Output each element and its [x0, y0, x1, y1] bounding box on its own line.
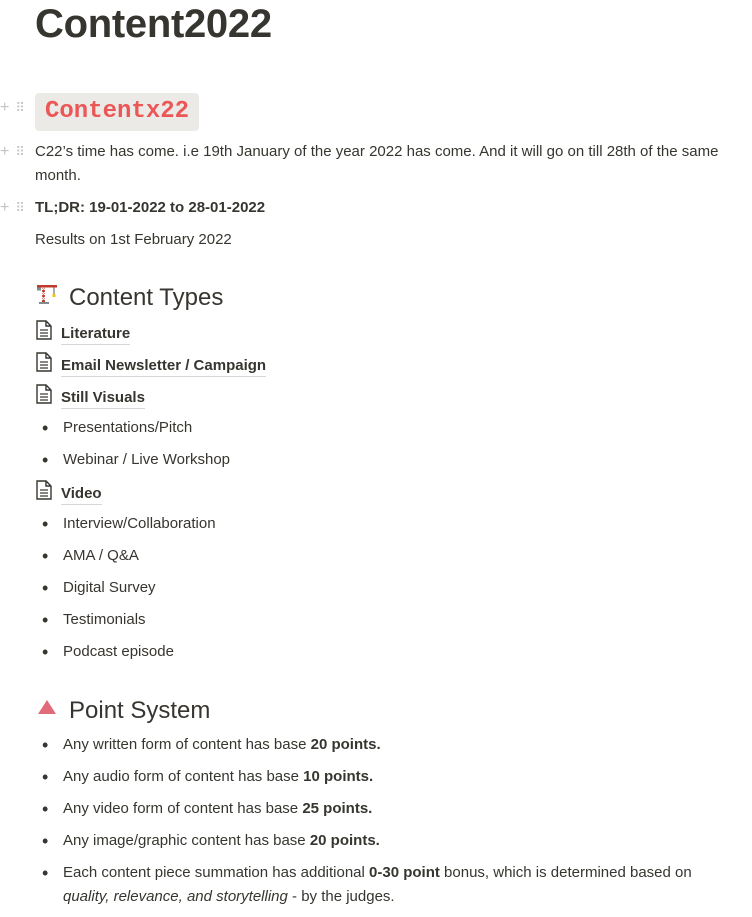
- page-title: Content2022: [35, 2, 272, 46]
- list-item: [35, 416, 740, 440]
- list-item-text: Interview/Collaboration: [63, 515, 216, 532]
- bullet-icon: •: [42, 578, 49, 598]
- bullet-icon: •: [42, 767, 49, 787]
- bullet-icon: •: [42, 735, 49, 755]
- drag-handle-icon[interactable]: ⠿: [15, 200, 23, 215]
- intro-paragraph: C22’s time has come. i.e 19th January of the year 2022 has come. And it will go on till 28th of the same month.: [35, 143, 719, 184]
- list-item: [35, 608, 740, 632]
- bullet-icon: •: [42, 799, 49, 819]
- list-item-text: Any image/graphic content has base 20 points.: [63, 832, 380, 849]
- content-type-label[interactable]: Email Newsletter / Campaign: [61, 356, 266, 377]
- tldr-block: [0, 196, 740, 220]
- bullet-icon: •: [42, 863, 49, 883]
- list-item-text: Digital Survey: [63, 579, 156, 596]
- code-title-block: [0, 93, 740, 131]
- list-item-text: Webinar / Live Workshop: [63, 451, 231, 468]
- content-type-item[interactable]: [35, 320, 740, 348]
- intro-paragraph-block: [0, 140, 740, 188]
- list-item-text: AMA / Q&A: [63, 547, 139, 564]
- add-block-icon[interactable]: +: [0, 99, 10, 116]
- bullet-icon: •: [42, 610, 49, 630]
- bullet-icon: •: [42, 546, 49, 566]
- content-type-label[interactable]: Literature: [61, 324, 130, 345]
- results-block: [35, 228, 740, 252]
- add-block-icon[interactable]: +: [0, 143, 10, 160]
- content-type-item[interactable]: [35, 384, 740, 412]
- construction-crane-icon: [35, 282, 59, 314]
- page-icon: [35, 480, 53, 508]
- list-item: [35, 797, 740, 821]
- list-item-text: Presentations/Pitch: [63, 419, 193, 436]
- list-item: [35, 640, 740, 664]
- drag-handle-icon[interactable]: ⠿: [15, 100, 23, 115]
- list-item: [35, 861, 740, 909]
- bullet-icon: •: [42, 514, 49, 534]
- drag-handle-icon[interactable]: ⠿: [15, 144, 23, 159]
- point-system-heading: [35, 695, 210, 727]
- red-triangle-icon: [35, 695, 59, 727]
- content-type-item[interactable]: [35, 352, 740, 380]
- content-types-heading: [35, 282, 223, 314]
- list-item-text: Each content piece summation has additional 0-30 point bonus, which is determined based on quality, relevance, and storytelling - by the judges.: [63, 864, 692, 905]
- code-title: Contentx22: [35, 93, 199, 131]
- list-item-text: Any audio form of content has base 10 points.: [63, 768, 374, 785]
- tldr-text: TL;DR: 19-01-2022 to 28-01-2022: [35, 199, 266, 216]
- add-block-icon[interactable]: +: [0, 199, 10, 216]
- list-item: [35, 448, 740, 472]
- list-item: [35, 544, 740, 568]
- page-icon: [35, 384, 53, 412]
- page-icon: [35, 352, 53, 380]
- list-item-text: Podcast episode: [63, 643, 174, 660]
- list-item: [35, 765, 740, 789]
- list-item: [35, 576, 740, 600]
- list-item: [35, 733, 740, 757]
- content-type-item[interactable]: [35, 480, 740, 508]
- bullet-icon: •: [42, 831, 49, 851]
- list-item-text: Any video form of content has base 25 points.: [63, 800, 373, 817]
- list-item: [35, 829, 740, 853]
- content-type-label[interactable]: Still Visuals: [61, 388, 145, 409]
- bullet-icon: •: [42, 642, 49, 662]
- bullet-icon: •: [42, 418, 49, 438]
- list-item-text: Testimonials: [63, 611, 146, 628]
- page-icon: [35, 320, 53, 348]
- point-system-heading-text: Point System: [69, 697, 211, 724]
- bullet-icon: •: [42, 450, 49, 470]
- list-item-text: Any written form of content has base 20 points.: [63, 736, 381, 753]
- results-text: Results on 1st February 2022: [35, 231, 232, 248]
- content-types-heading-text: Content Types: [69, 284, 224, 311]
- list-item: [35, 512, 740, 536]
- content-type-label[interactable]: Video: [61, 484, 102, 505]
